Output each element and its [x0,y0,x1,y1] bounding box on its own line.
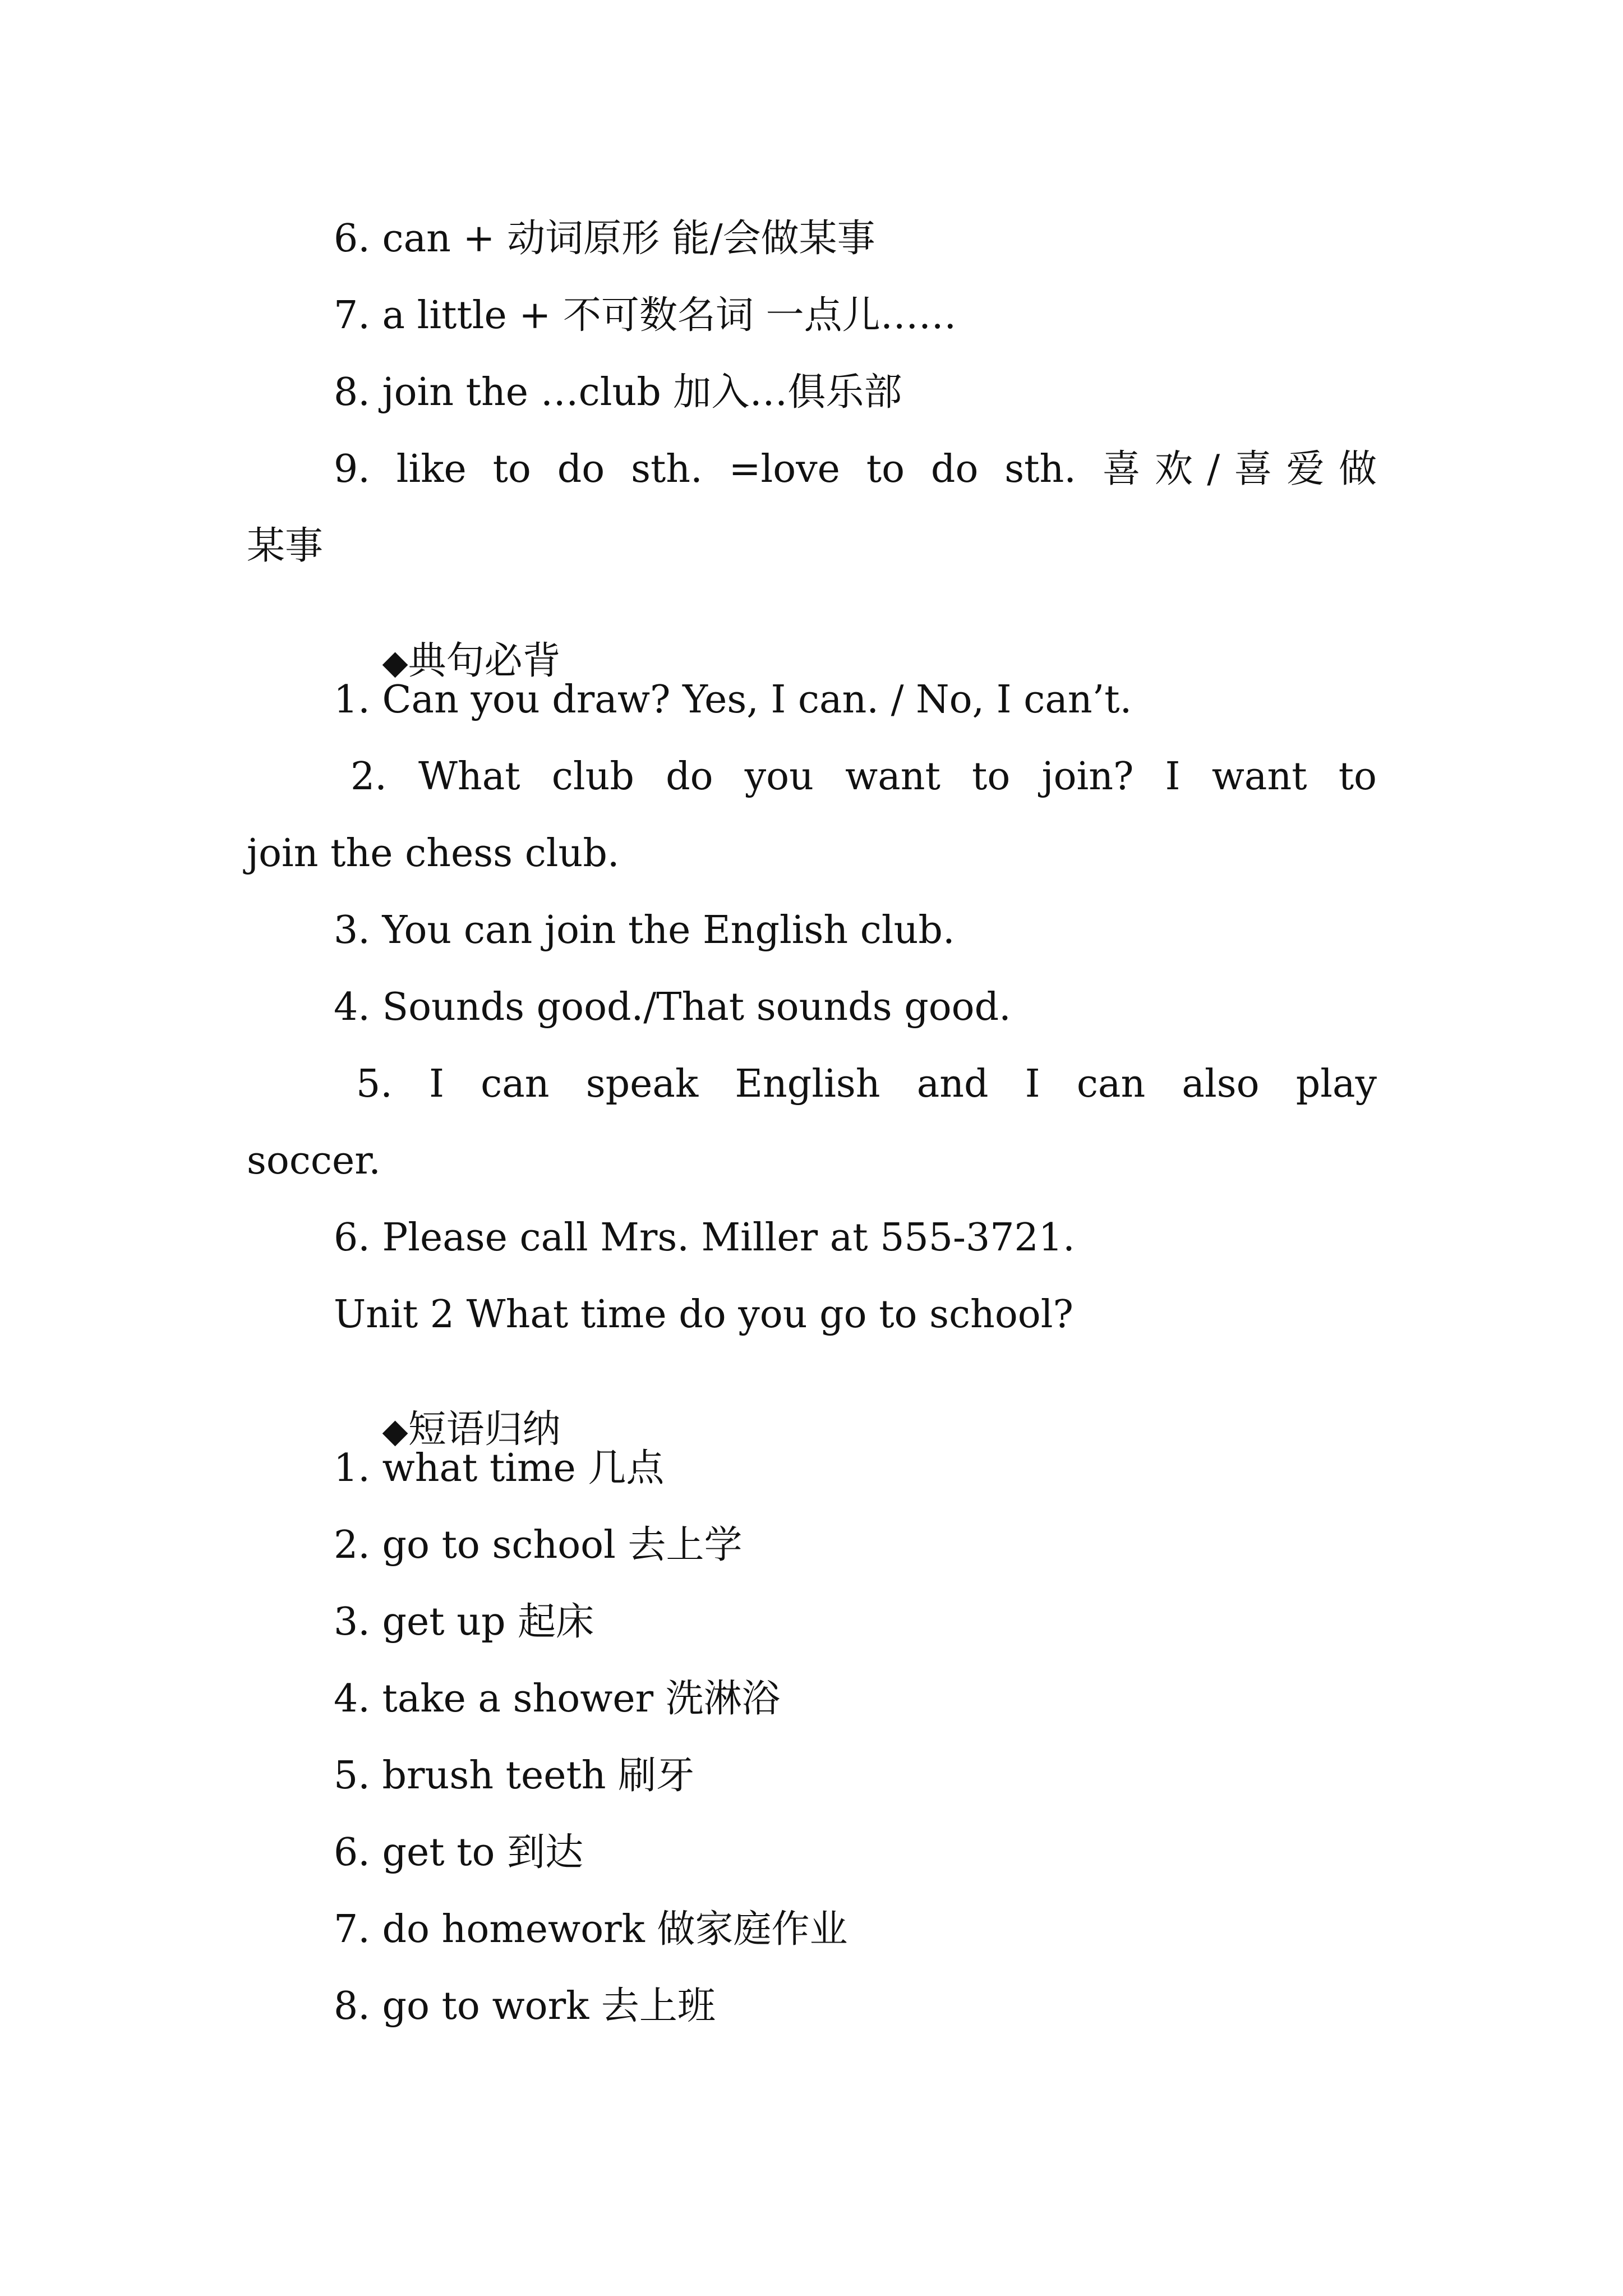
section-heading-label: 短语归纳 [408,1407,561,1452]
sentence-item-5: 5. I can speak English and I can also play [356,1062,1377,1106]
sentence-item-1: 1. Can you draw? Yes, I can. / No, I can’t. [334,678,1132,722]
phrase-item-8: 8. join the …club 加入…俱乐部 [334,370,902,415]
phrase-item-8b: 8. go to work 去上班 [334,1984,716,2028]
phrase-item-9: 9. like to do sth. =love to do sth. 喜欢/喜爱做 [334,447,1377,491]
phrase-item-4: 4. take a shower 洗淋浴 [334,1677,780,1721]
phrase-item-5: 5. brush teeth 刷牙 [334,1754,695,1798]
sentence-item-6: 6. Please call Mrs. Miller at 555-3721. [334,1216,1075,1260]
phrase-item-9-continued: 某事 [247,524,324,568]
sentence-item-5-continued: soccer. [247,1139,381,1183]
phrase-item-7b: 7. do homework 做家庭作业 [334,1907,848,1952]
phrase-item-2: 2. go to school 去上学 [334,1523,743,1567]
sentence-item-2-continued: join the chess club. [247,831,620,876]
phrase-item-6: 6. can + 动词原形 能/会做某事 [334,217,875,261]
unit-title: Unit 2 What time do you go to school? [334,1292,1073,1337]
phrase-item-6b: 6. get to 到达 [334,1830,584,1875]
phrase-item-3: 3. get up 起床 [334,1600,594,1644]
section-heading-label: 典句必背 [408,639,561,683]
sentence-item-2: 2. What club do you want to join? I want to [351,754,1377,799]
phrase-item-7: 7. a little + 不可数名词 一点儿…… [334,293,957,338]
diamond-bullet-icon: ◆ [382,1411,408,1451]
sentence-item-3: 3. You can join the English club. [334,908,955,953]
phrase-item-1: 1. what time 几点 [334,1446,665,1490]
diamond-bullet-icon: ◆ [382,643,408,682]
sentence-item-4: 4. Sounds good./That sounds good. [334,985,1011,1029]
